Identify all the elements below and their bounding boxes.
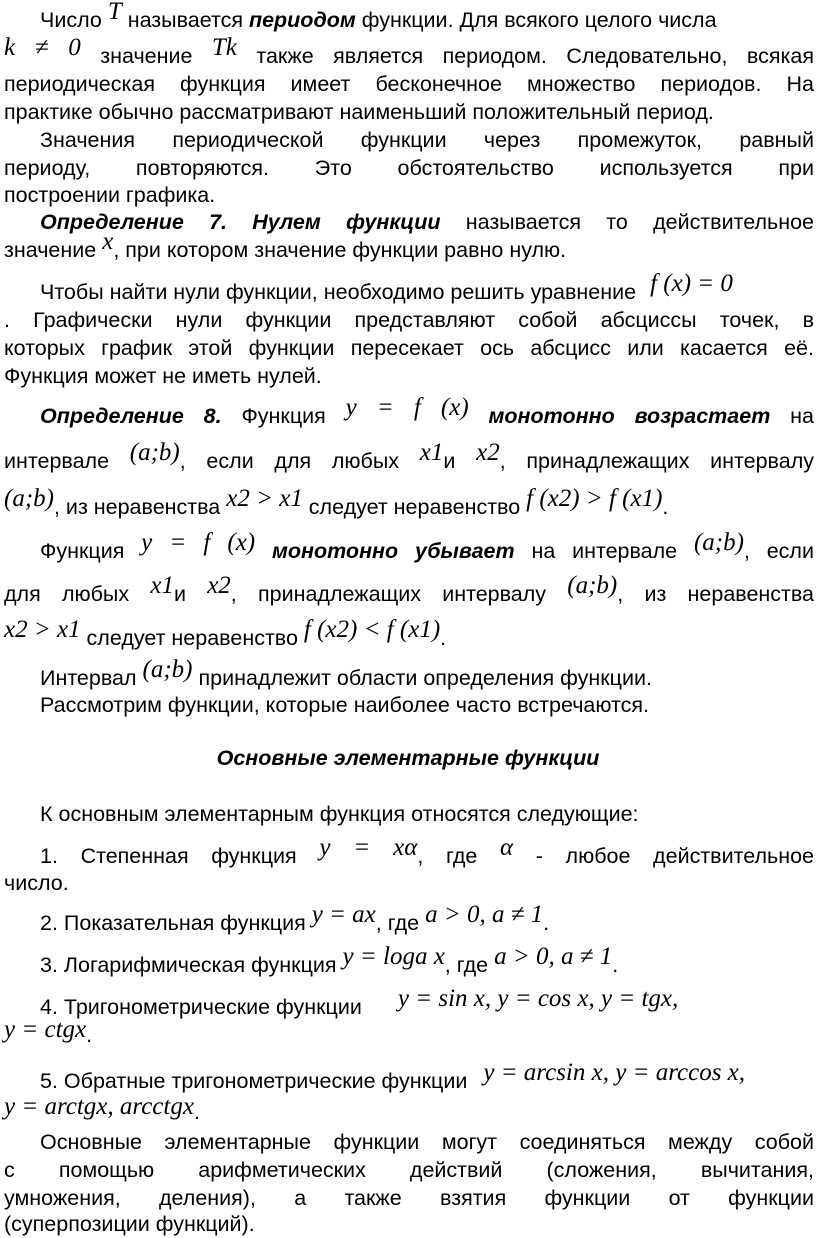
text-line: Интервал (a;b) принадлежит области определения функции. [40,656,652,690]
text-line: Основные элементарные функции могут соединяться между собой [40,1130,814,1154]
text-line: К основным элементарным функция относятся следующие: [40,802,639,826]
section-heading: Основные элементарные функции [216,746,600,770]
text-line: построении графика. [4,183,216,207]
text-line: Число T называется периодом функции. Для всякого целого числа [40,0,717,32]
text-line: число. [4,871,69,895]
list-item: 1. Степенная функция y = xα, где α - любое действительное [40,834,814,868]
list-item: 4. Тригонометрические функции y = sin x, y = cos x, y = tgx, [40,985,679,1019]
text-line: периодическая функция имеет бесконечное множество периодов. На [4,72,814,96]
list-item: 5. Обратные тригонометрические функции y = arcsin x, y = arccos x, [40,1059,746,1093]
text-line: умножения, деления), а также взятия функции от функции [4,1186,814,1210]
list-item: 2. Показательная функция y = ax, где a > 0, a ≠ 1. [40,901,550,935]
text-line: для любых x1и x2, принадлежащих интервалу (a;b), из неравенства [4,572,815,606]
text-line: интервале (a;b), если для любых x1и x2, принадлежащих интервалу [4,439,814,473]
text-line: y = arctgx, arcctgx. [4,1093,200,1124]
list-item: 3. Логарифмическая функция y = loga x, где a > 0, a ≠ 1. [40,943,619,977]
text-line: (a;b), из неравенства x2 > x1 следует неравенство f (x2) > f (x1). [4,485,669,519]
text-line: Рассмотрим функции, которые наиболее часто встречаются. [40,693,649,717]
text-line: значение x, при котором значение функции равно нулю. [4,228,567,262]
text-line: . Графически нули функции представляют собой абсциссы точек, в [4,308,814,332]
text-line: с помощью арифметических действий (сложения, вычитания, [4,1158,814,1182]
text-line: Функция может не иметь нулей. [4,364,322,388]
text-line: Чтобы найти нули функции, необходимо решить уравнение f (x) = 0 [40,270,733,304]
definition-7: Определение 7. Нулем функции называется то действительное [40,210,814,234]
text-line: практике обычно рассматривают наименьший положительный период. [4,100,714,124]
text-line: k ≠ 0 значение Tk также является периодом. Следовательно, всякая [4,34,814,68]
text-line: (суперпозиции функций). [4,1212,255,1236]
text-line: периоду, повторяются. Это обстоятельство используется при [4,156,814,180]
text-line: y = ctgx. [4,1016,93,1047]
text-line: Функция y = f (x) монотонно убывает на интервале (a;b), если [40,529,814,563]
text-line: Значения периодической функции через промежуток, равный [40,128,814,152]
text-line: которых график этой функции пересекает ось абсцисс или касается её. [4,336,814,360]
definition-8: Определение 8. Функция y = f (x) монотонно возрастает на [40,394,814,428]
text-line: x2 > x1 следует неравенство f (x2) < f (x1). [4,616,447,650]
